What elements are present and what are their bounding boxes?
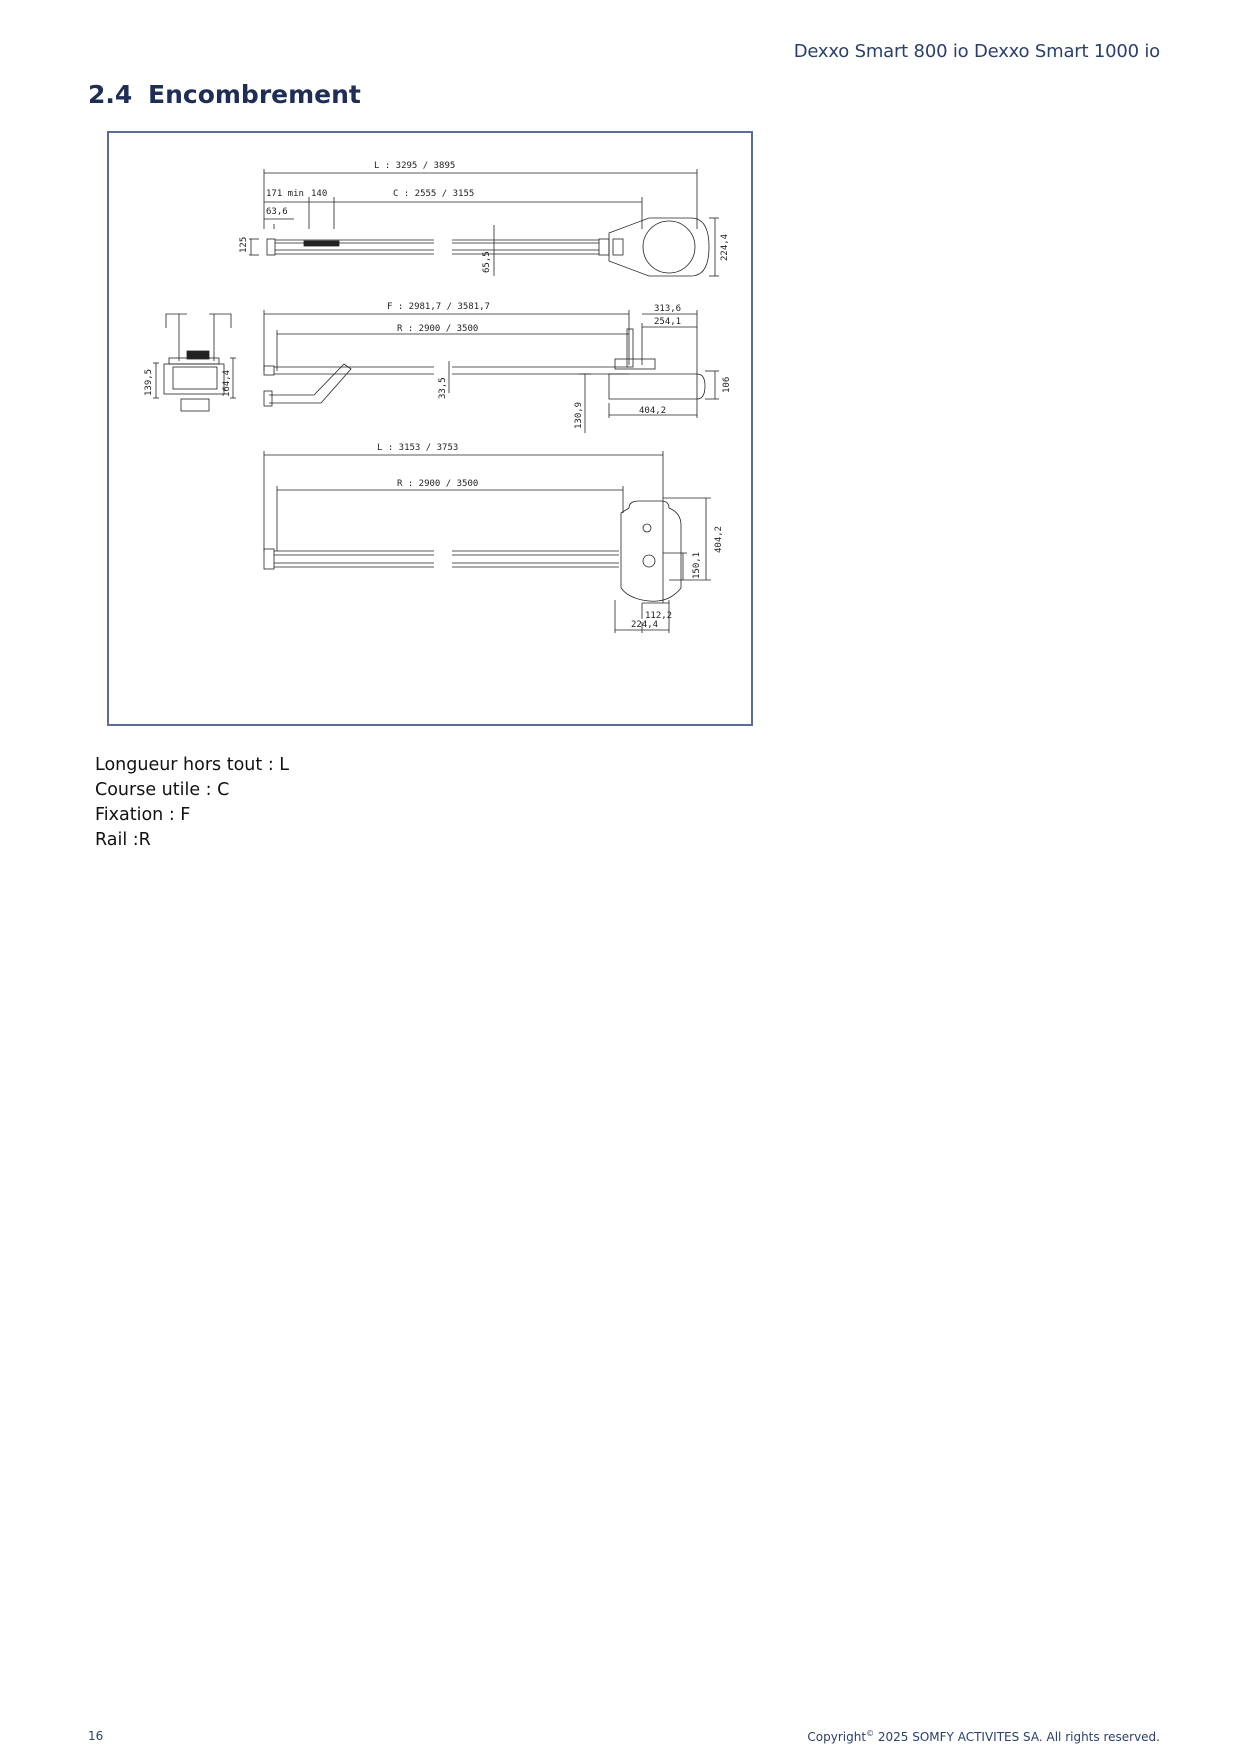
dim-label-139-5: 139,5 <box>144 368 154 396</box>
page-number: 16 <box>88 1729 104 1743</box>
dimension-drawing-frame <box>107 131 753 726</box>
legend-item-fixation: Fixation : F <box>95 805 191 825</box>
dim-label-404-2-side: 404,2 <box>639 406 667 416</box>
dimension-drawing <box>109 133 751 724</box>
dim-label-125: 125 <box>239 236 249 253</box>
dim-label-150-1: 150,1 <box>692 551 702 579</box>
dim-label-140: 140 <box>311 189 328 199</box>
dim-label-L1: L : 3295 / 3895 <box>374 161 456 171</box>
dim-label-224-4-top: 224,4 <box>720 233 730 261</box>
section-title: Encombrement <box>148 80 361 109</box>
dim-label-L3: L : 3153 / 3753 <box>377 443 459 453</box>
dim-label-404-2-top: 404,2 <box>714 525 724 553</box>
dim-label-171: 171 min <box>266 189 304 199</box>
section-heading <box>88 80 361 109</box>
dim-label-224-4-bottom: 224,4 <box>631 620 659 630</box>
dim-label-R3: R : 2900 / 3500 <box>397 479 479 489</box>
copyright-text: 2025 SOMFY ACTIVITES SA. All rights reserved. <box>874 1730 1160 1744</box>
product-header: Dexxo Smart 800 io Dexxo Smart 1000 io <box>793 41 1160 62</box>
legend-item-rail: Rail :R <box>95 830 151 850</box>
dimension-legend <box>95 753 289 853</box>
dim-label-164-4: 164,4 <box>222 369 232 397</box>
legend-item-course: Course utile : C <box>95 780 230 800</box>
copyright-label: Copyright <box>807 1730 867 1744</box>
legend-item-length: Longueur hors tout : L <box>95 755 290 775</box>
dim-label-C: C : 2555 / 3155 <box>393 189 475 199</box>
dim-label-65-5: 65,5 <box>482 251 492 273</box>
section-number: 2.4 <box>88 80 133 109</box>
dim-label-313-6: 313,6 <box>654 304 682 314</box>
dim-label-112-2: 112,2 <box>645 611 673 621</box>
dim-label-254-1: 254,1 <box>654 317 682 327</box>
dim-label-130-9: 130,9 <box>574 401 584 429</box>
dim-label-F: F : 2981,7 / 3581,7 <box>387 302 490 312</box>
dim-label-33-5: 33,5 <box>438 377 448 399</box>
dim-label-63-6: 63,6 <box>266 207 288 217</box>
dim-label-106: 106 <box>722 376 732 393</box>
dim-label-R2: R : 2900 / 3500 <box>397 324 479 334</box>
copyright-notice <box>807 1729 1160 1744</box>
copyright-symbol: © <box>866 1729 875 1738</box>
